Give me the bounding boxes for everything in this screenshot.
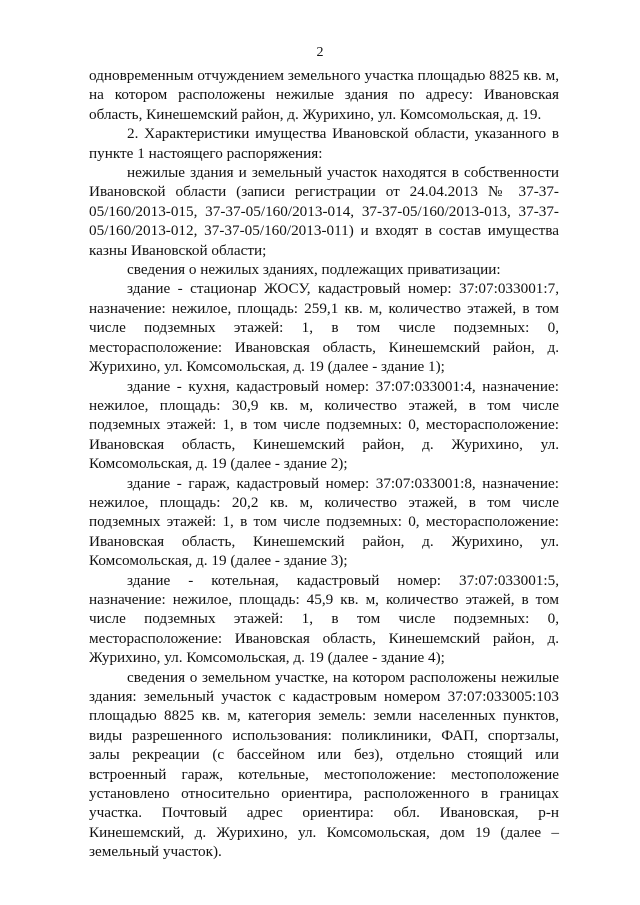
paragraph-section-2-heading: 2. Характеристики имущества Ивановской области, указанного в пункте 1 настоящего распоряжения: — [89, 125, 559, 162]
paragraph-land-plot: сведения о земельном участке, на котором расположены нежилые здания: земельный участок с кадастровым номером 37:07:033005:103 площадью 8825 кв. м, категория земель: земли населенных пунктов, виды разрешенного использования: поликлиники, ФАП, спортзалы, залы рекреации (с бассейном или без), отдельно стоящий или встроенный гараж, котельные, местоположение: местоположение установлено относительно ориентира, расположенного в границах участка. Почтовый адрес ориентира: обл. Ивановская, р-н Кинешемский, д. Журихино, ул. Комсомольская, дом 19 (далее – земельный участок). — [89, 668, 559, 861]
paragraph-building-3: здание - гараж, кадастровый номер: 37:07:033001:8, назначение: нежилое, площадь: 20,2 кв. м, количество этажей, в том числе подземных этажей: 1, в том числе подземных: 0, месторасположение: Ивановская область, Кинешемский район, д. Журихино, ул. Комсомольская, д. 19 (далее - здание 3); — [89, 474, 559, 570]
paragraph-sale-note: одновременным отчуждением земельного участка площадью 8825 кв. м, на котором расположены нежилые здания по адресу: Ивановская область, Кинешемский район, д. Журихино, ул. Комсомольская, д. 19. — [89, 67, 559, 123]
paragraph-buildings-intro: сведения о нежилых зданиях, подлежащих приватизации: — [127, 261, 501, 279]
page-number: 2 — [316, 45, 324, 60]
document-body — [89, 66, 559, 862]
paragraph-ownership: нежилые здания и земельный участок находятся в собственности Ивановской области (записи регистрации от 24.04.2013 № 37-37-05/160/2013-015, 37-37-05/160/2013-014, 37-37-05/160/2013-013, 37-37-05/160/2013-012, 37-37-05/160/2013-011) и входят в состав имущества казны Ивановской области; — [89, 164, 559, 259]
paragraph-building-4: здание - котельная, кадастровый номер: 37:07:033001:5, назначение: нежилое, площадь: 45,9 кв. м, количество этажей, в том числе подземных этажей: 1, в том числе подземных: 0, месторасположение: Ивановская область, Кинешемский район, д. Журихино, ул. Комсомольская, д. 19 (далее - здание 4); — [89, 571, 559, 667]
paragraph-building-1: здание - стационар ЖОСУ, кадастровый номер: 37:07:033001:7, назначение: нежилое, площадь: 259,1 кв. м, количество этажей, в том числе подземных этажей: 1, в том числе подземных: 0, месторасположение: Ивановская область, Кинешемский район, д. Журихино, ул. Комсомольская, д. 19 (далее - здание 1); — [89, 280, 559, 376]
paragraph-building-2: здание - кухня, кадастровый номер: 37:07:033001:4, назначение: нежилое, площадь: 30,9 кв. м, количество этажей, в том числе подземных этажей: 1, в том числе подземных: 0, месторасположение: Ивановская область, Кинешемский район, д. Журихино, ул. Комсомольская, д. 19 (далее - здание 2); — [89, 377, 559, 473]
